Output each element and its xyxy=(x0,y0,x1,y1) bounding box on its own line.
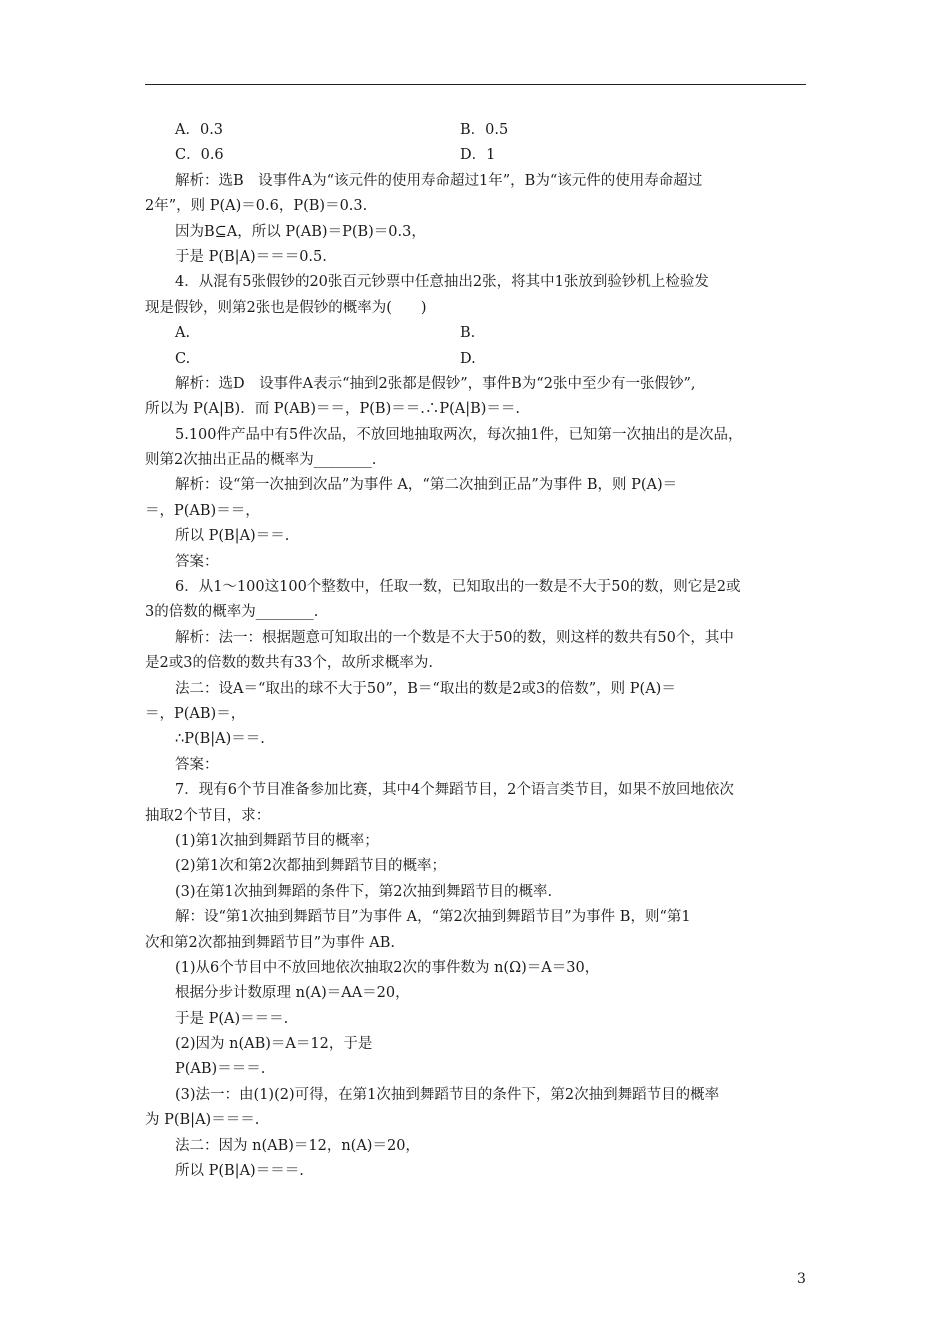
page-body xyxy=(145,118,806,1184)
answer-options-row xyxy=(145,118,806,143)
option-left: C．0.6 xyxy=(175,147,224,164)
text-line: 根据分步计数原理 n(A)＝AA＝20， xyxy=(175,985,410,1002)
text-line: (2)第1次和第2次都抽到舞蹈节目的概率； xyxy=(175,858,446,875)
page-number: 3 xyxy=(797,1271,806,1287)
option-right: B. xyxy=(460,325,476,342)
option-right: D．1 xyxy=(460,147,496,164)
text-line: P(AB)＝＝＝. xyxy=(175,1061,266,1078)
text-line: 则第2次抽出正品的概率为________. xyxy=(145,452,377,469)
text-line: 解：设“第1次抽到舞蹈节目”为事件 A，“第2次抽到舞蹈节目”为事件 B，则“第1 xyxy=(175,909,691,926)
text-line: 4．从混有5张假钞的20张百元钞票中任意抽出2张，将其中1张放到验钞机上检验发 xyxy=(175,274,709,291)
answer-options-row xyxy=(145,143,806,168)
text-line: 解析：选D 设事件A表示“抽到2张都是假钞”，事件B为“2张中至少有一张假钞”, xyxy=(175,375,696,392)
text-line: (3)在第1次抽到舞蹈的条件下，第2次抽到舞蹈节目的概率. xyxy=(175,883,553,900)
option-right: B．0.5 xyxy=(460,122,509,138)
text-line: 现是假钞，则第2张也是假钞的概率为( ) xyxy=(145,299,427,316)
text-line: 法二：因为 n(AB)＝12，n(A)＝20， xyxy=(175,1137,420,1154)
text-line: 解析：选B 设事件A为“该元件的使用寿命超过1年”，B为“该元件的使用寿命超过 xyxy=(175,172,703,189)
text-line: 答案： xyxy=(175,756,219,773)
text-line: 抽取2个节目，求： xyxy=(145,807,271,824)
text-line: 法二：设A＝“取出的球不大于50”，B＝“取出的数是2或3的倍数”，则 P(A)＝ xyxy=(175,680,676,697)
text-line: 答案： xyxy=(175,553,219,570)
text-line: 6．从1～100这100个整数中，任取一数，已知取出的一数是不大于50的数，则它是2或 xyxy=(175,579,741,596)
text-line: 所以 P(B|A)＝＝＝. xyxy=(175,1163,304,1180)
text-line: (2)因为 n(AB)＝A＝12，于是 xyxy=(175,1036,373,1053)
option-right: D. xyxy=(460,350,476,367)
text-line: 为 P(B|A)＝＝＝. xyxy=(145,1112,260,1129)
option-left: A. xyxy=(175,325,191,342)
text-line: 于是 P(B|A)＝＝＝0.5. xyxy=(175,248,327,265)
text-line: 因为B⊆A，所以 P(AB)＝P(B)＝0.3， xyxy=(175,223,426,240)
text-line: ∴P(B|A)＝＝. xyxy=(175,731,265,748)
text-line: (1)第1次抽到舞蹈节目的概率； xyxy=(175,832,379,849)
option-left: C. xyxy=(175,350,191,367)
option-left: A．0.3 xyxy=(175,122,224,138)
text-line: 次和第2次都抽到舞蹈节目”为事件 AB. xyxy=(145,934,395,951)
text-line: 所以 P(B|A)＝＝. xyxy=(175,528,290,545)
header-rule xyxy=(145,84,806,85)
text-line: (1)从6个节目中不放回地依次抽取2次的事件数为 n(Ω)＝A＝30， xyxy=(175,959,600,976)
text-line: 7．现有6个节目准备参加比赛，其中4个舞蹈节目，2个语言类节目，如果不放回地依次 xyxy=(175,782,734,799)
text-line: 解析：法一：根据题意可知取出的一个数是不大于50的数，则这样的数共有50个，其中 xyxy=(175,629,734,646)
text-line: ＝，P(AB)＝＝， xyxy=(145,502,260,519)
text-line: 解析：设“第一次抽到次品”为事件 A，“第二次抽到正品”为事件 B，则 P(A)＝ xyxy=(175,477,678,494)
text-line: (3)法一：由(1)(2)可得，在第1次抽到舞蹈节目的条件下，第2次抽到舞蹈节目的概率 xyxy=(175,1086,720,1103)
text-line: ＝，P(AB)＝， xyxy=(145,705,246,722)
text-line: 3的倍数的概率为________. xyxy=(145,604,319,621)
answer-options-row xyxy=(145,321,806,346)
text-line: 5.100件产品中有5件次品，不放回地抽取两次，每次抽1件，已知第一次抽出的是次品， xyxy=(175,426,743,443)
text-line: 所以为 P(A|B)．而 P(AB)＝＝，P(B)＝＝.∴P(A|B)＝＝. xyxy=(145,401,521,418)
text-line: 2年”，则 P(A)＝0.6，P(B)＝0.3. xyxy=(145,198,368,215)
text-line: 于是 P(A)＝＝＝. xyxy=(175,1010,289,1027)
text-line: 是2或3的倍数的数共有33个，故所求概率为. xyxy=(145,655,434,672)
answer-options-row xyxy=(145,347,806,372)
